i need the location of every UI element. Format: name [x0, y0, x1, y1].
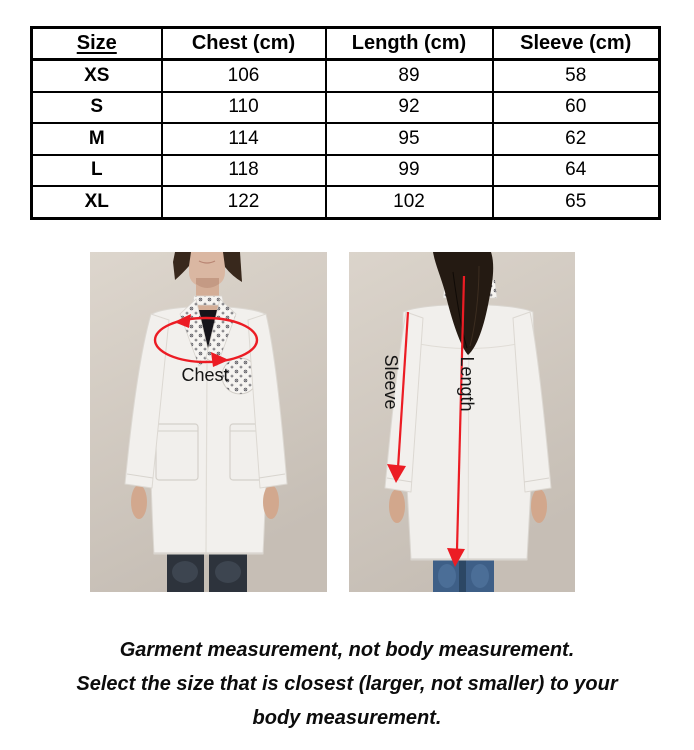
sleeve-cell: 60 [493, 92, 660, 124]
size-header-label: Size [76, 32, 117, 54]
chest-cell: 118 [162, 155, 326, 187]
size-cell: L [32, 155, 162, 187]
footer-note [0, 633, 694, 735]
table-row-xs [32, 60, 660, 92]
chest-cell: 110 [162, 92, 326, 124]
size-cell: XL [32, 186, 162, 218]
chest-cell: 114 [162, 123, 326, 155]
back-photo [349, 252, 575, 592]
sleeve-cell: 58 [493, 60, 660, 92]
size-cell: S [32, 92, 162, 124]
chest-label: Chest [181, 365, 229, 385]
footer-line-2: Select the size that is closest (larger, not smaller) to your [76, 673, 618, 695]
table-row-xl [32, 186, 660, 218]
table-row-s [32, 92, 660, 124]
sleeve-cell: 65 [493, 186, 660, 218]
length-cell: 92 [326, 92, 493, 124]
length-cell: 89 [326, 60, 493, 92]
column-header-size [32, 28, 162, 60]
table-row-m [32, 123, 660, 155]
column-header-chest: Chest (cm) [162, 28, 326, 60]
back-photo-illustration [349, 252, 575, 592]
size-table [30, 26, 661, 220]
length-cell: 95 [326, 123, 493, 155]
length-label: Length [457, 356, 477, 412]
length-cell: 99 [326, 155, 493, 187]
chest-cell: 122 [162, 186, 326, 218]
column-header-length: Length (cm) [326, 28, 493, 60]
footer-line-1: Garment measurement, not body measurement. [119, 639, 575, 661]
chest-cell: 106 [162, 60, 326, 92]
sleeve-cell: 64 [493, 155, 660, 187]
size-cell: XS [32, 60, 162, 92]
front-photo [90, 252, 327, 592]
column-header-sleeve: Sleeve (cm) [493, 28, 660, 60]
sleeve-label: Sleeve [381, 354, 401, 410]
header-row [32, 28, 660, 60]
front-photo-illustration [90, 252, 327, 592]
footer-line-3: body measurement. [252, 707, 442, 729]
table-row-l [32, 155, 660, 187]
size-cell: M [32, 123, 162, 155]
length-cell: 102 [326, 186, 493, 218]
sleeve-cell: 62 [493, 123, 660, 155]
